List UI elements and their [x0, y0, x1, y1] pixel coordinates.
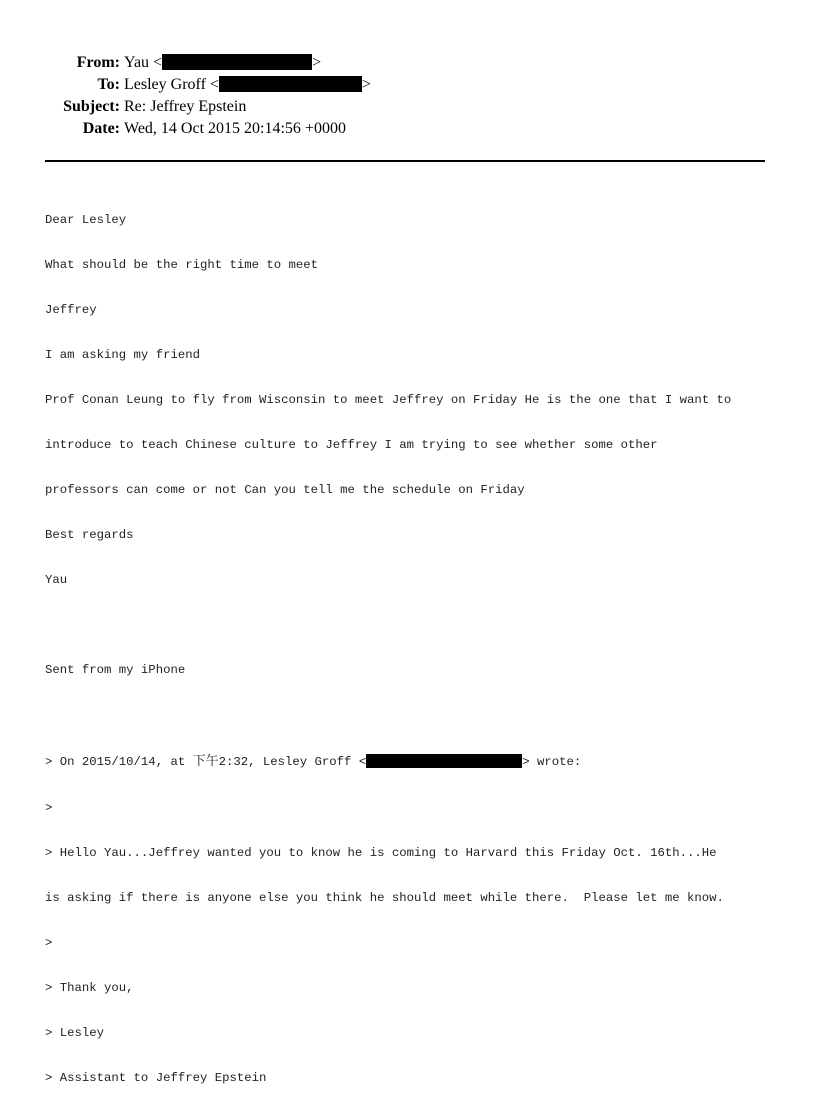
redaction-box — [366, 754, 522, 768]
body-line: Prof Conan Leung to fly from Wisconsin to meet Jeffrey on Friday He is the one that I want to — [45, 393, 732, 407]
subject-row — [0, 96, 816, 118]
quoted-line: is asking if there is anyone else you think he should meet while there. Please let me know. — [45, 891, 724, 905]
date-row — [0, 118, 816, 140]
blank-line — [45, 618, 785, 633]
from-close: > — [312, 54, 322, 71]
header-divider — [45, 160, 765, 162]
from-row — [0, 52, 816, 74]
email-header — [0, 52, 816, 140]
quote-intro-start: > On 2015/10/14, at — [45, 755, 193, 769]
body-line: professors can come or not Can you tell me the schedule on Friday — [45, 483, 525, 497]
from-name: Yau < — [124, 54, 163, 71]
quoted-line: > — [45, 801, 53, 815]
quote-intro-end: > wrote: — [522, 755, 582, 769]
subject-value: Re: Jeffrey Epstein — [124, 98, 247, 115]
to-name: Lesley Groff < — [124, 76, 219, 93]
quoted-line: > Lesley — [45, 1026, 105, 1040]
to-close: > — [361, 76, 371, 93]
blank-line — [45, 708, 785, 723]
to-row — [0, 74, 816, 96]
quote-intro-line — [45, 753, 785, 771]
subject-label: Subject: — [63, 98, 120, 115]
body-line: Dear Lesley — [45, 213, 127, 227]
body-line: Jeffrey — [45, 303, 97, 317]
body-line: I am asking my friend — [45, 348, 200, 362]
body-line: introduce to teach Chinese culture to Jeffrey I am trying to see whether some other — [45, 438, 658, 452]
body-line: What should be the right time to meet — [45, 258, 319, 272]
redaction-box — [162, 54, 312, 70]
to-label: To: — [97, 76, 120, 93]
from-label: From: — [76, 54, 120, 71]
quoted-line: > — [45, 936, 53, 950]
redaction-box — [219, 76, 362, 92]
date-label: Date: — [82, 120, 120, 137]
quoted-line: > Assistant to Jeffrey Epstein — [45, 1071, 267, 1085]
quoted-line: > Hello Yau...Jeffrey wanted you to know he is coming to Harvard this Friday Oct. 16th...He — [45, 846, 717, 860]
quoted-line: > Thank you, — [45, 981, 134, 995]
email-body — [45, 183, 785, 1101]
signature-line: Sent from my iPhone — [45, 663, 186, 677]
quote-intro-time-of-day: 下午 — [192, 754, 219, 769]
date-value: Wed, 14 Oct 2015 20:14:56 +0000 — [124, 120, 346, 137]
quote-intro-mid: 2:32, Lesley Groff < — [218, 755, 367, 769]
body-line: Best regards — [45, 528, 134, 542]
body-line: Yau — [45, 573, 68, 587]
